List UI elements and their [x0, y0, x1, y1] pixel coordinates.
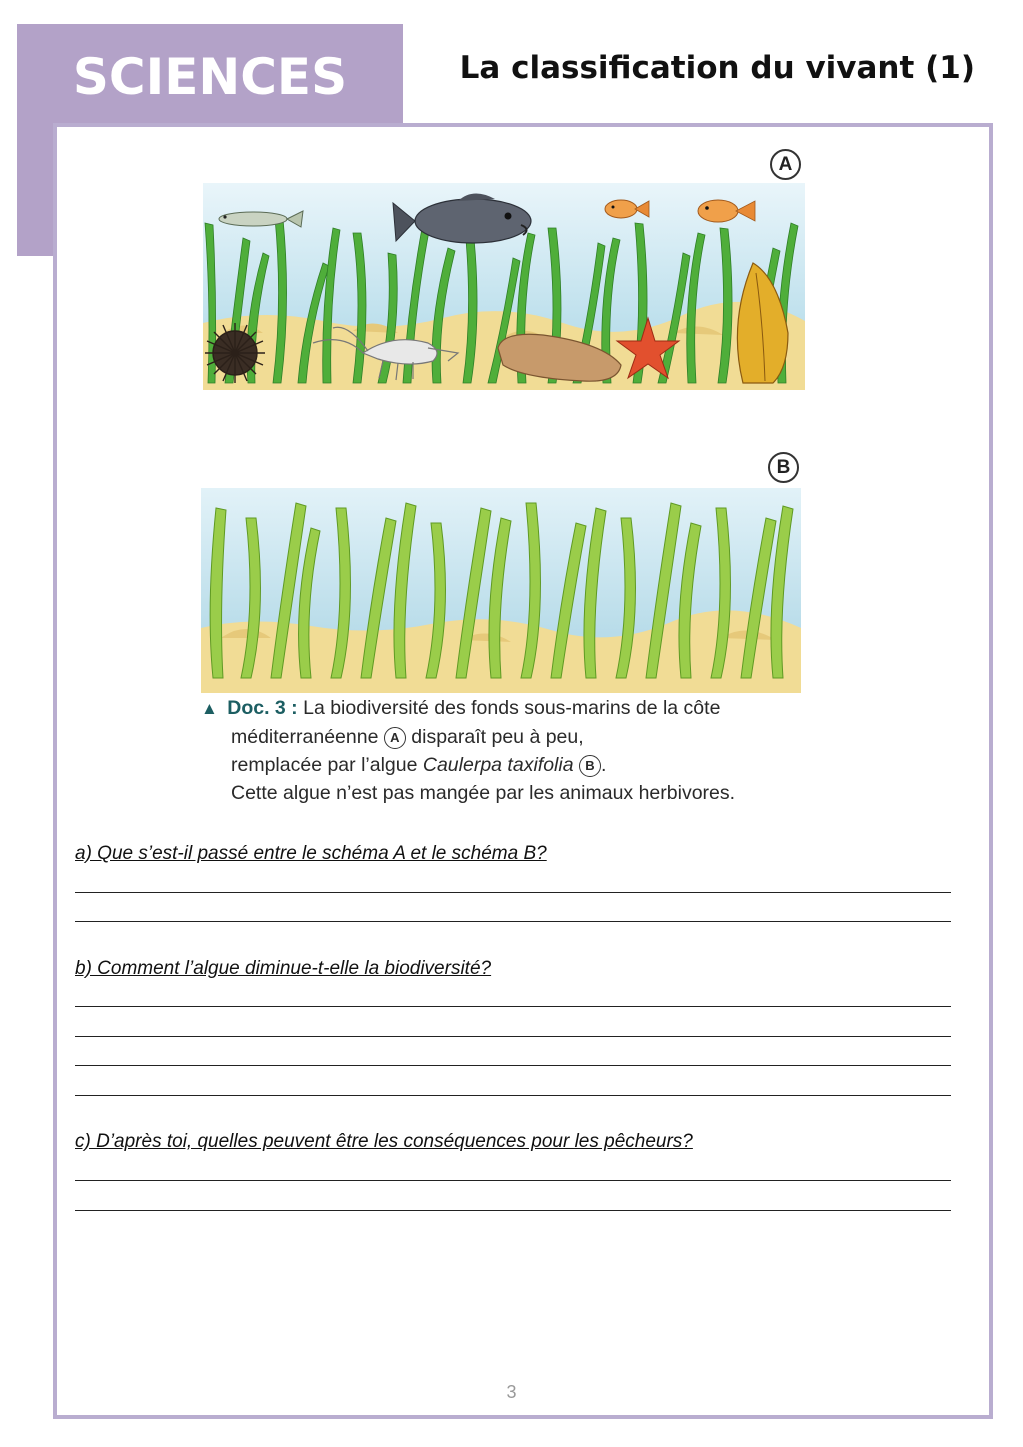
answer-line[interactable]: [75, 1180, 951, 1181]
answer-line[interactable]: [75, 892, 951, 893]
caption-line-2: [201, 723, 801, 751]
caption-text-1: La biodiversité des fonds sous-marins de la côte: [303, 697, 721, 719]
caption-text-2a: méditerranéenne: [231, 726, 379, 748]
caption-marker-b: B: [579, 755, 601, 777]
answer-line[interactable]: [75, 1065, 951, 1066]
scene-a-illustration: [203, 183, 805, 390]
page-number: 3: [506, 1382, 517, 1402]
caption-line-3: [201, 751, 801, 779]
species-name: Caulerpa taxifolia: [422, 754, 574, 776]
answer-line[interactable]: [75, 1006, 951, 1007]
answer-line[interactable]: [75, 1036, 951, 1037]
caption-text-3a: remplacée par l’algue: [231, 754, 418, 776]
scene-b-illustration: [201, 488, 801, 693]
question-b: b) Comment l’algue diminue-t-elle la biodiversité?: [75, 958, 492, 979]
scene-a-marker: A: [770, 149, 801, 180]
caption-text-2b: disparaît peu à peu,: [411, 726, 584, 748]
scene-b-marker: B: [768, 452, 799, 483]
caption-marker-a: A: [384, 727, 406, 749]
sea-urchin: [205, 323, 265, 383]
caption-line-4: Cette algue n’est pas mangée par les animaux herbivores.: [231, 782, 736, 804]
question-c: c) D’après toi, quelles peuvent être les conséquences pour les pêcheurs?: [75, 1131, 693, 1152]
page-title: La classification du vivant (1): [459, 50, 975, 86]
answer-line[interactable]: [75, 921, 951, 922]
answer-line[interactable]: [75, 1210, 951, 1211]
triangle-icon: ▲: [201, 699, 218, 718]
doc-label: Doc. 3 :: [227, 697, 298, 719]
document-caption: [201, 694, 801, 807]
caption-line-1: [201, 694, 801, 723]
answer-line[interactable]: [75, 1095, 951, 1096]
subject-label: SCIENCES: [72, 48, 348, 106]
question-a: a) Que s’est-il passé entre le schéma A et le schéma B?: [75, 843, 547, 864]
caption-text-3b: .: [600, 754, 607, 776]
